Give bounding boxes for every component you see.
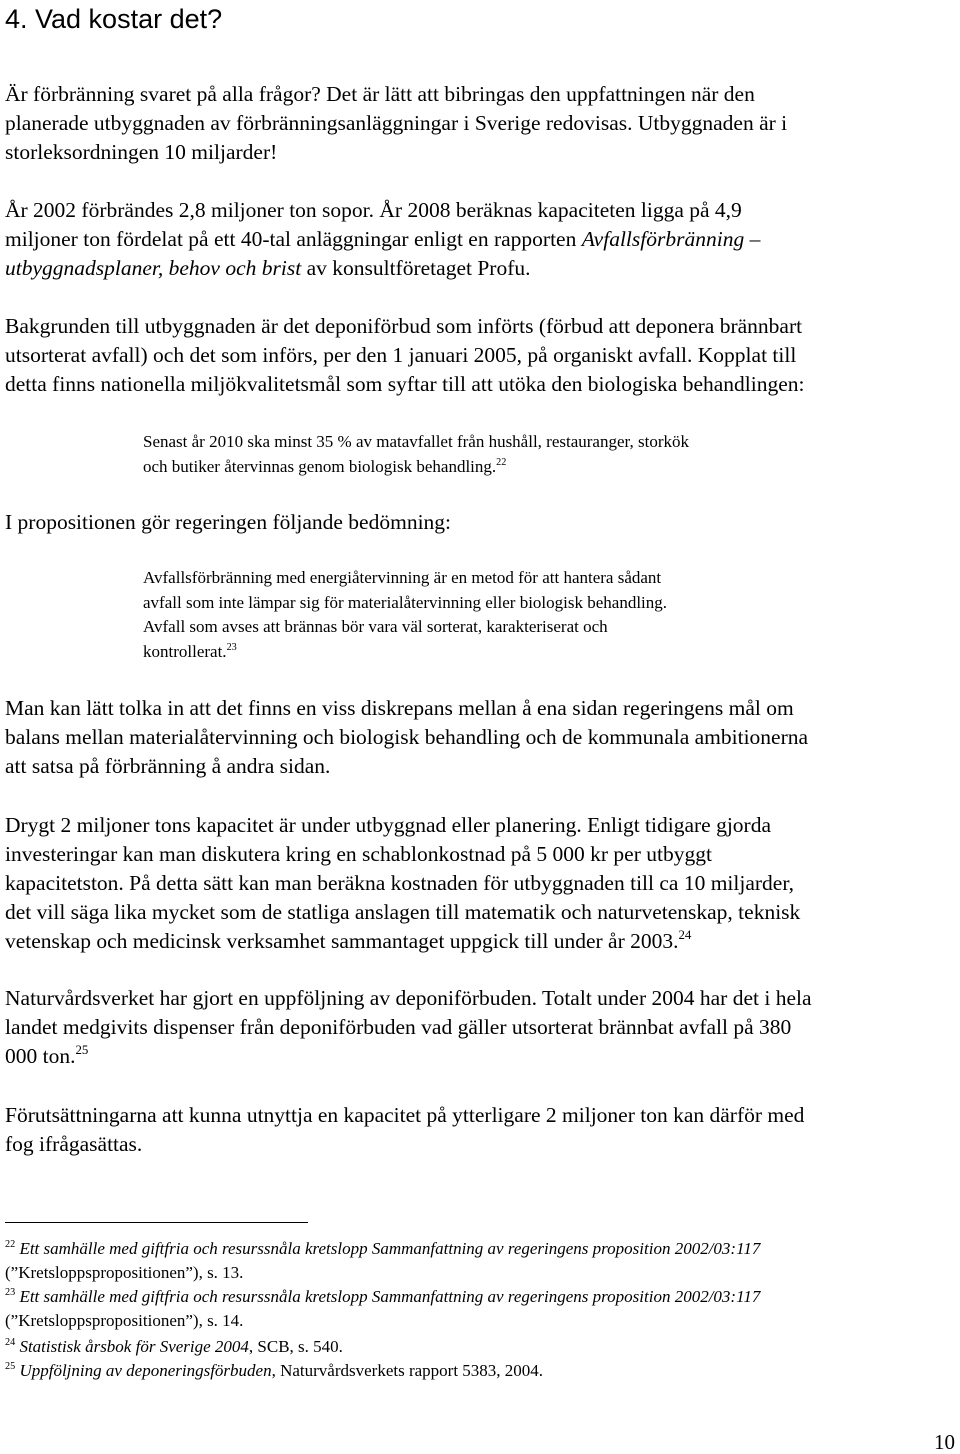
text-line: (”Kretsloppspropositionen”), s. 13.	[5, 1263, 244, 1282]
paragraph-background	[5, 312, 955, 399]
text-line: detta finns nationella miljökvalitetsmål som syftar till att utöka den biologiska behandlingen:	[5, 372, 805, 396]
text-line: storleksordningen 10 miljarder!	[5, 140, 278, 164]
text-run: kontrollerat.	[143, 641, 227, 661]
text-line: I propositionen gör regeringen följande bedömning:	[5, 510, 452, 534]
text-run: 000 ton.	[5, 1044, 76, 1068]
footnote-25	[5, 1359, 955, 1383]
text-line: Är förbränning svaret på alla frågor? Det är lätt att bibringas den uppfattningen när den	[5, 82, 755, 106]
footnote-ref[interactable]: 25	[75, 1042, 89, 1057]
text-run: , SCB, s. 540.	[248, 1337, 343, 1356]
text-line: Förutsättningarna att kunna utnyttja en kapacitet på ytterligare 2 miljoner ton kan därför med	[5, 1103, 805, 1127]
paragraph-cost	[5, 811, 955, 956]
text-line: avfall som inte lämpar sig för materialåtervinning eller biologisk behandling.	[143, 592, 668, 612]
text-line	[5, 1285, 955, 1309]
text-line: Man kan lätt tolka in att det finns en viss diskrepans mellan å ena sidan regeringens mål om	[5, 696, 794, 720]
text-line: Avfall som avses att brännas bör vara väl sorterat, karakteriserat och	[143, 617, 608, 636]
footnote-24	[5, 1335, 955, 1359]
footnote-source-title: Ett samhälle med giftfria och resurssnåla kretslopp Sammanfattning av regeringens proposition 2002/03:117	[19, 1287, 761, 1306]
text-line	[143, 455, 843, 480]
text-line: landet medgivits dispenser från deponiförbuden vad gäller utsorterat brännbat avfall på 380	[5, 1015, 792, 1039]
report-title: Avfallsförbränning –	[581, 227, 761, 251]
text-line	[5, 225, 955, 254]
text-line: Drygt 2 miljoner tons kapacitet är under utbyggnad eller planering. Enligt tidigare gjorda	[5, 813, 772, 837]
block-quote-assessment	[143, 566, 843, 664]
text-line	[5, 1042, 955, 1071]
footnote-ref[interactable]: 24	[678, 927, 692, 942]
footnote-ref[interactable]: 22	[496, 456, 507, 468]
footnote-number: 25	[5, 1360, 16, 1372]
text-line: det vill säga lika mycket som de statliga anslagen till matematik och naturvetenskap, teknisk	[5, 900, 801, 924]
text-line: planerade utbyggnaden av förbränningsanläggningar i Sverige redovisas. Utbyggnaden är i	[5, 111, 788, 135]
text-line: fog ifrågasättas.	[5, 1132, 143, 1156]
text-run: vetenskap och medicinsk verksamhet sammantaget uppgick till under år 2003.	[5, 929, 679, 953]
footnote-separator	[5, 1222, 308, 1223]
text-line: Senast år 2010 ska minst 35 % av matavfallet från hushåll, restauranger, storkök	[143, 432, 690, 451]
footnote-number: 22	[5, 1238, 16, 1250]
section-heading: 4. Vad kostar det?	[5, 4, 223, 34]
text-line: År 2002 förbrändes 2,8 miljoner ton sopor. År 2008 beräknas kapaciteten ligga på 4,9	[5, 198, 742, 222]
text-line: Avfallsförbränning med energiåtervinning är en metod för att hantera sådant	[143, 568, 662, 587]
text-line: att satsa på förbränning å andra sidan.	[5, 754, 331, 778]
footnote-23	[5, 1285, 955, 1333]
text-line: balans mellan materialåtervinning och biologisk behandling och de kommunala ambitionerna	[5, 725, 809, 749]
footnote-source-title: Statistisk årsbok för Sverige 2004	[19, 1337, 249, 1356]
paragraph-conclusion	[5, 1101, 955, 1159]
footnote-number: 24	[5, 1336, 16, 1348]
paragraph-followup	[5, 984, 955, 1071]
footnote-number: 23	[5, 1286, 16, 1298]
footnote-22	[5, 1237, 955, 1285]
text-run: miljoner ton fördelat på ett 40-tal anläggningar enligt en rapporten	[5, 227, 582, 251]
paragraph-discrepancy	[5, 694, 955, 781]
text-line	[5, 1237, 955, 1261]
paragraph-proposition	[5, 508, 955, 537]
text-line	[5, 1359, 955, 1383]
text-run: av konsultföretaget Profu.	[301, 256, 531, 280]
text-line	[5, 1335, 955, 1359]
text-line: Bakgrunden till utbyggnaden är det deponiförbud som införts (förbud att deponera brännbart	[5, 314, 803, 338]
text-line: (”Kretsloppspropositionen”), s. 14.	[5, 1311, 244, 1330]
paragraph-intro	[5, 80, 955, 167]
text-line	[143, 640, 843, 665]
paragraph-capacity	[5, 196, 955, 283]
footnote-source-title: Ett samhälle med giftfria och resurssnåla kretslopp Sammanfattning av regeringens proposition 2002/03:117	[19, 1239, 761, 1258]
text-line	[5, 927, 955, 956]
text-line	[5, 254, 955, 283]
page-number: 10	[934, 1430, 955, 1454]
text-line: kapacitetston. På detta sätt kan man beräkna kostnaden för utbyggnaden till ca 10 miljarder,	[5, 871, 795, 895]
text-line: investeringar kan man diskutera kring en schablonkostnad på 5 000 kr per utbyggt	[5, 842, 712, 866]
text-run: och butiker återvinnas genom biologisk behandling.	[143, 456, 497, 476]
text-line: Naturvårdsverket har gjort en uppföljning av deponiförbuden. Totalt under 2004 har det i hela	[5, 986, 812, 1010]
text-line: utsorterat avfall) och det som införs, per den 1 januari 2005, på organiskt avfall. Kopplat till	[5, 343, 797, 367]
report-title: utbyggnadsplaner, behov och brist	[5, 256, 302, 280]
footnote-ref[interactable]: 23	[226, 641, 237, 653]
text-run: , Naturvårdsverkets rapport 5383, 2004.	[271, 1361, 544, 1380]
footnote-source-title: Uppföljning av deponeringsförbuden	[19, 1361, 272, 1380]
block-quote-goal	[143, 430, 843, 479]
